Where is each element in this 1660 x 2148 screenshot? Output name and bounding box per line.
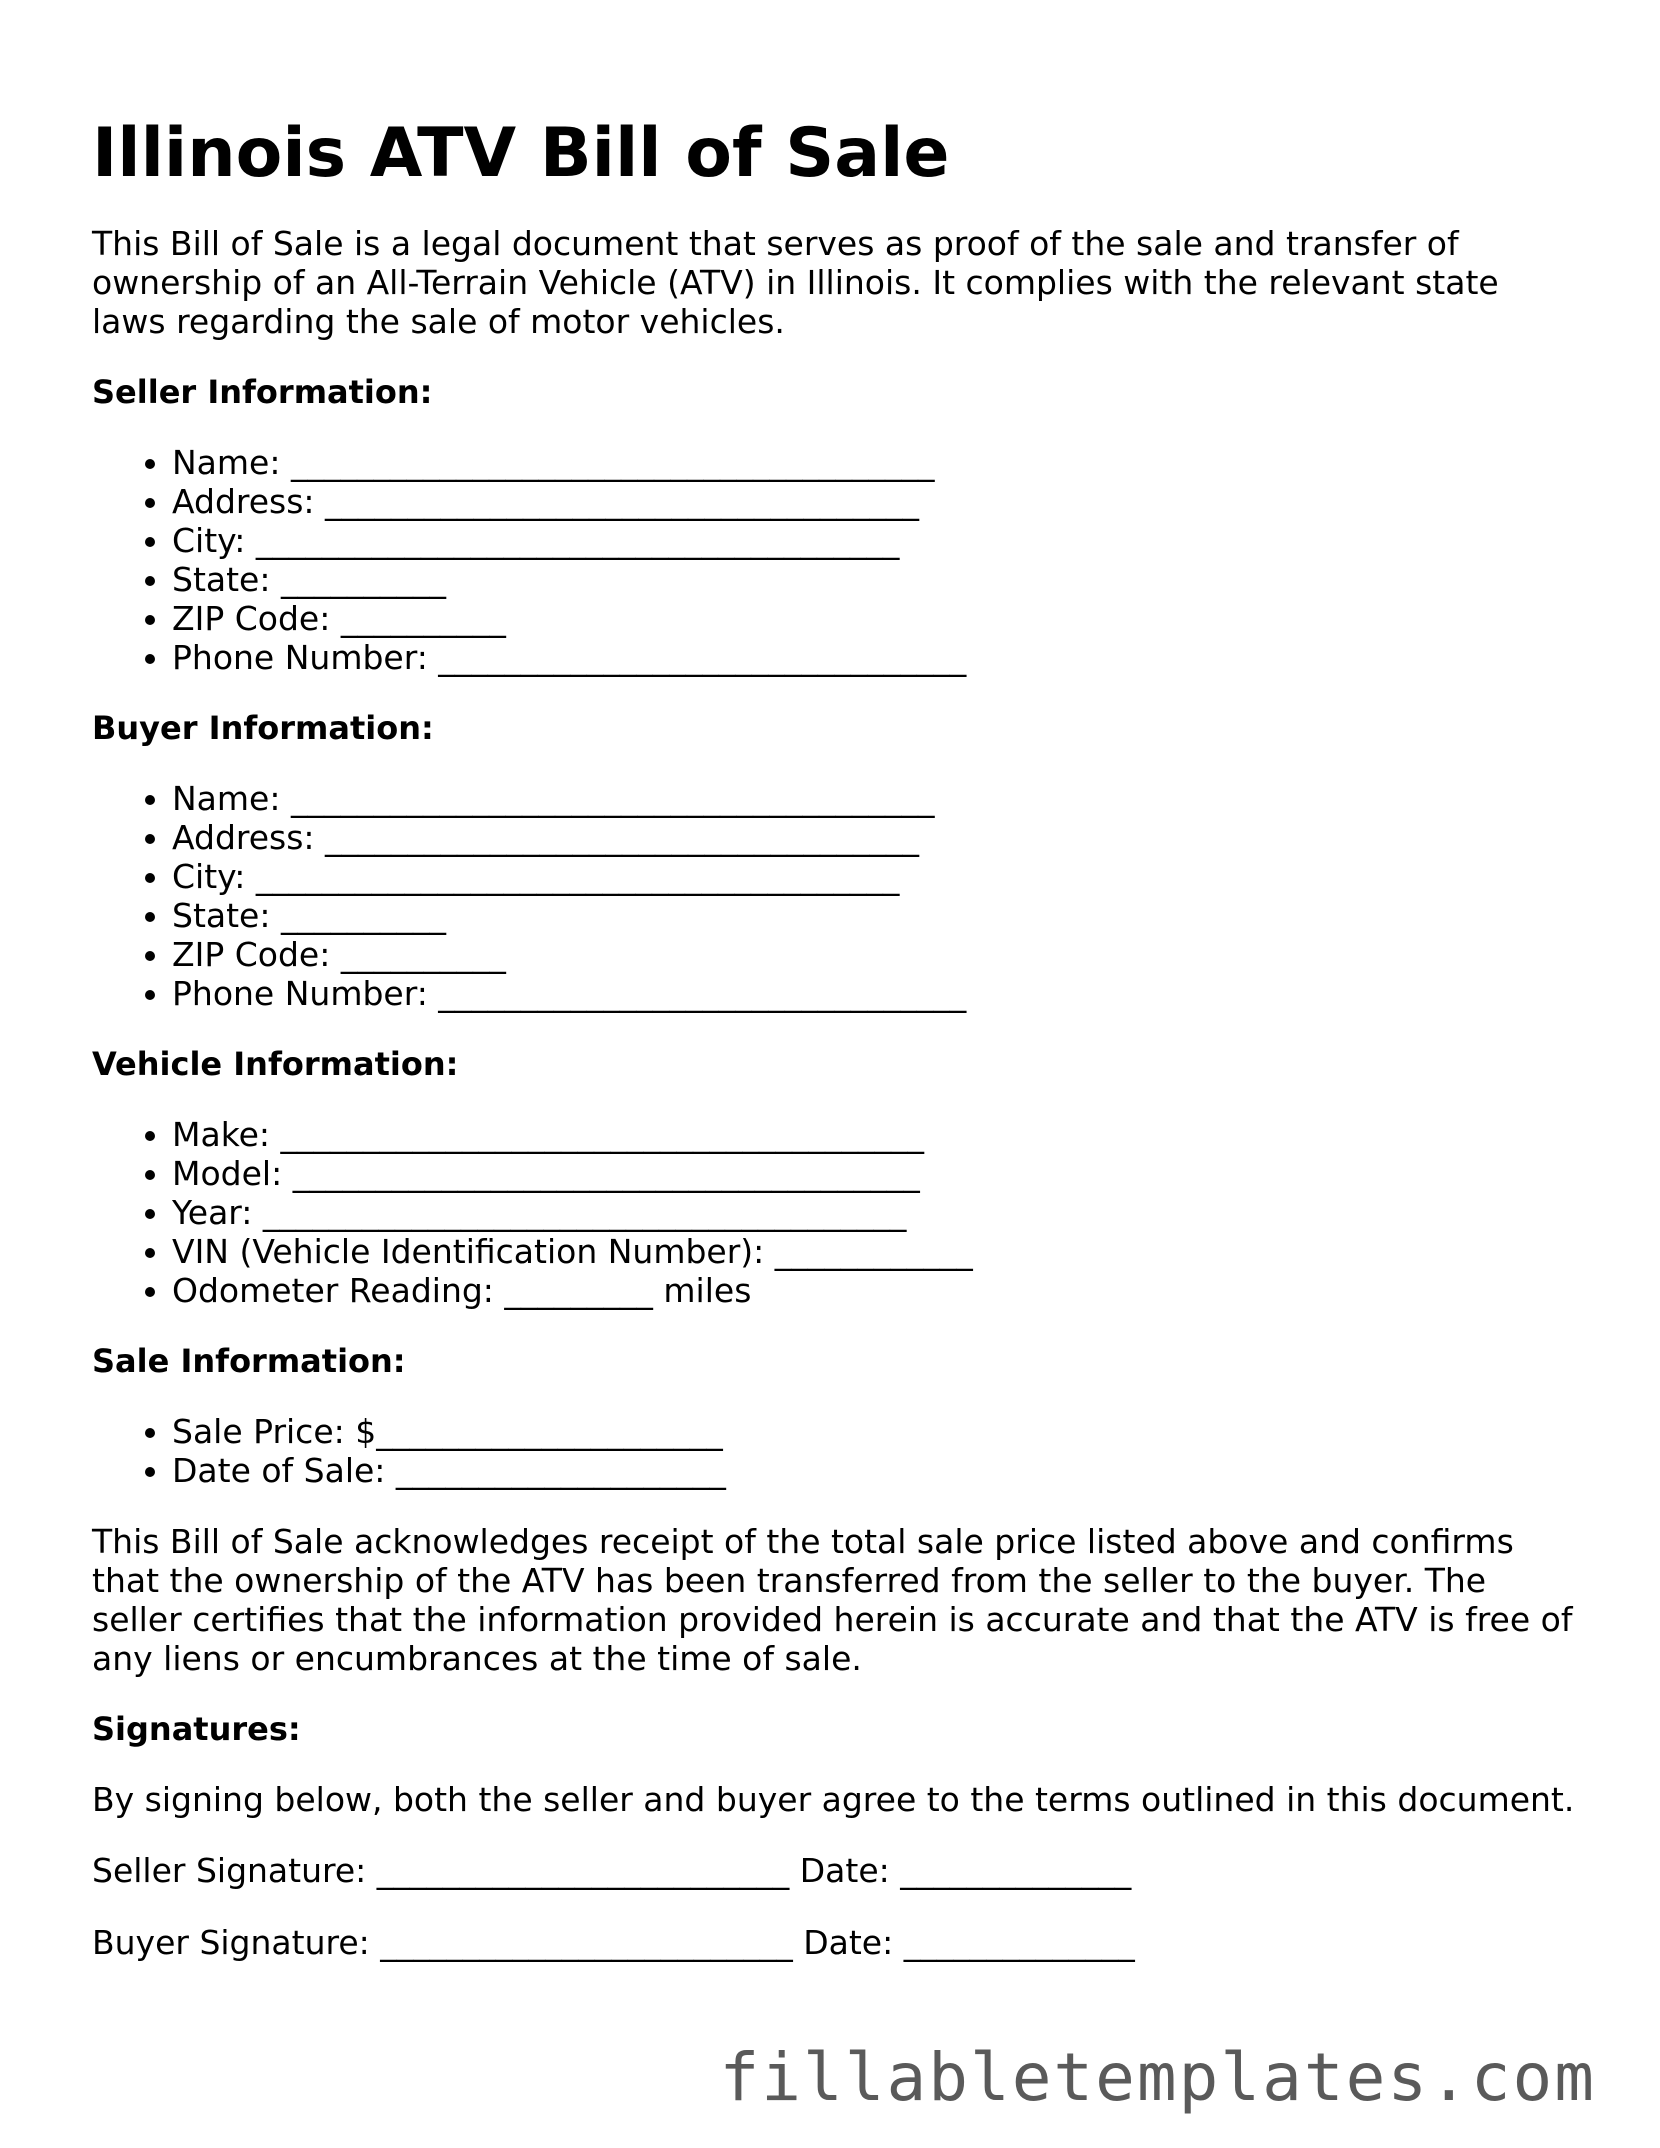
buyer-state-field[interactable]: • State: __________	[172, 896, 1582, 935]
signatures-statement: By signing below, both the seller and buyer agree to the terms outlined in this document.	[92, 1780, 1575, 1819]
buyer-signature-line[interactable]: Buyer Signature: _________________________ Date: ______________	[92, 1923, 1135, 1962]
buyer-heading: Buyer Information:	[92, 709, 434, 747]
seller-phone-field[interactable]: • Phone Number: ________________________________	[172, 638, 1582, 677]
seller-zip-field[interactable]: • ZIP Code: __________	[172, 599, 1582, 638]
buyer-name-field[interactable]: • Name: _______________________________________	[172, 779, 1582, 818]
seller-address-field[interactable]: • Address: ____________________________________	[172, 482, 1582, 521]
vehicle-odometer-field[interactable]: • Odometer Reading: _________ miles	[172, 1271, 1582, 1310]
vehicle-heading: Vehicle Information:	[92, 1045, 459, 1083]
sale-field-list	[92, 1412, 1582, 1490]
sale-price-field[interactable]: • Sale Price: $_____________________	[172, 1412, 1582, 1451]
seller-field-list	[92, 443, 1582, 677]
vehicle-vin-field[interactable]: • VIN (Vehicle Identification Number): ____________	[172, 1232, 1582, 1271]
buyer-field-list	[92, 779, 1582, 1013]
seller-name-field[interactable]: • Name: _______________________________________	[172, 443, 1582, 482]
vehicle-model-field[interactable]: • Model: ______________________________________	[172, 1154, 1582, 1193]
page-title: Illinois ATV Bill of Sale	[92, 114, 950, 193]
seller-heading: Seller Information:	[92, 373, 433, 411]
buyer-city-field[interactable]: • City: _______________________________________	[172, 857, 1582, 896]
sale-heading: Sale Information:	[92, 1342, 406, 1380]
intro-paragraph: This Bill of Sale is a legal document that serves as proof of the sale and transfer of ownership of an All-Terrain Vehicle (ATV) in Illinois. It complies with the relevant state laws regarding the sale of motor vehicles.	[92, 224, 1499, 341]
watermark: fillabletemplates.com	[719, 2039, 1596, 2116]
vehicle-make-field[interactable]: • Make: _______________________________________	[172, 1115, 1582, 1154]
buyer-zip-field[interactable]: • ZIP Code: __________	[172, 935, 1582, 974]
vehicle-year-field[interactable]: • Year: _______________________________________	[172, 1193, 1582, 1232]
buyer-address-field[interactable]: • Address: ____________________________________	[172, 818, 1582, 857]
sale-date-field[interactable]: • Date of Sale: ____________________	[172, 1451, 1582, 1490]
vehicle-field-list	[92, 1115, 1582, 1310]
document-page	[92, 112, 1582, 1995]
acknowledgement-paragraph: This Bill of Sale acknowledges receipt of the total sale price listed above and confirms that the ownership of the ATV has been transferred from the seller to the buyer. The seller certifies that the information provided herein is accurate and that the ATV is free of any liens or encumbrances at the time of sale.	[92, 1522, 1573, 1678]
seller-city-field[interactable]: • City: _______________________________________	[172, 521, 1582, 560]
seller-state-field[interactable]: • State: __________	[172, 560, 1582, 599]
seller-signature-line[interactable]: Seller Signature: _________________________ Date: ______________	[92, 1851, 1132, 1890]
buyer-phone-field[interactable]: • Phone Number: ________________________________	[172, 974, 1582, 1013]
signatures-heading: Signatures:	[92, 1710, 301, 1748]
